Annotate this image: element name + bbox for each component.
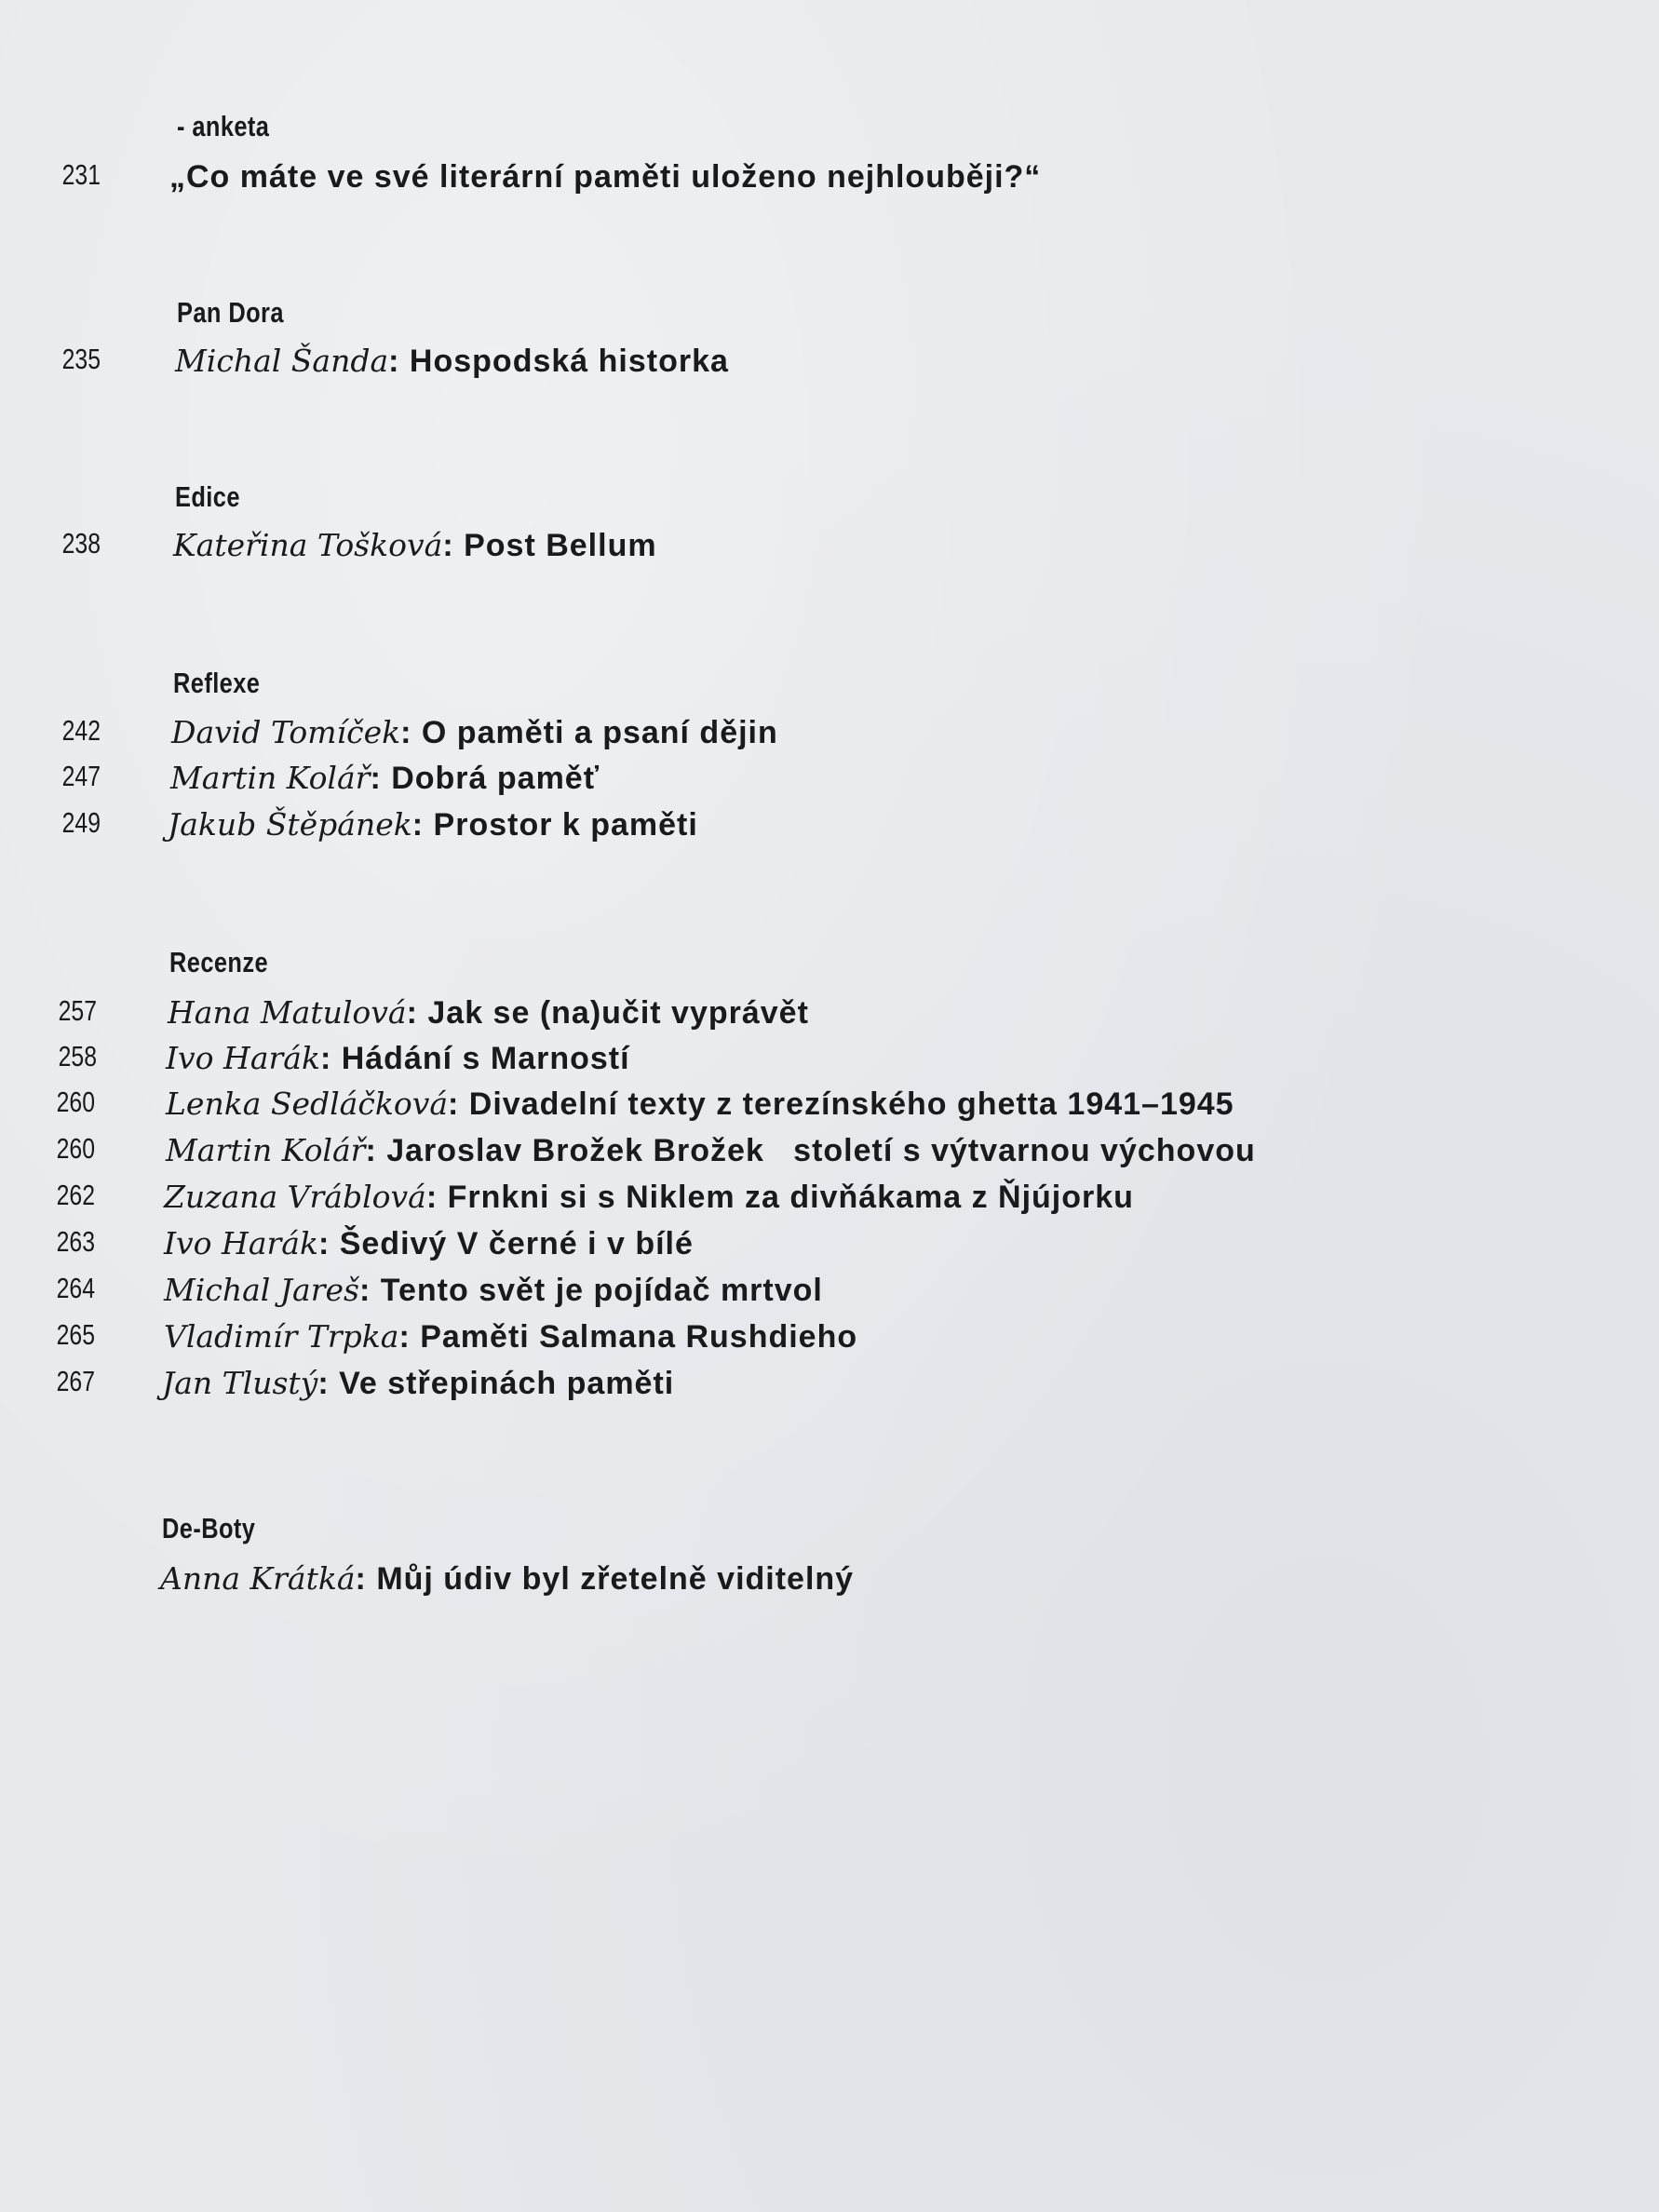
page-number: 267 xyxy=(56,1365,95,1397)
entry-title: Frnkni si s Niklem za divňákama z Ňjújorku xyxy=(447,1180,1134,1215)
entry-title: Můj údiv byl zřetelně viditelný xyxy=(376,1561,855,1597)
entry-author: Martin Kolář xyxy=(170,760,371,796)
entry-author: Hana Matulová xyxy=(168,994,407,1031)
entry-separator: : xyxy=(317,1226,340,1261)
entry-text xyxy=(168,806,698,843)
page-number: 262 xyxy=(56,1179,95,1211)
entry-author: Kateřina Tošková xyxy=(173,527,443,563)
entry-text xyxy=(164,1225,694,1262)
entry-title: Prostor k paměti xyxy=(433,807,698,843)
entry-separator: : xyxy=(398,1319,421,1355)
toc-entry xyxy=(0,760,1659,806)
toc-entry xyxy=(0,806,1659,853)
toc-entry xyxy=(0,1318,1659,1365)
entry-text xyxy=(164,1272,823,1309)
toc-entry xyxy=(0,527,1659,573)
entry-separator: : xyxy=(317,1366,340,1401)
page-number: 265 xyxy=(56,1318,95,1351)
page-number: 258 xyxy=(58,1040,97,1072)
entry-author: Michal Šanda xyxy=(175,343,389,379)
section-heading-recenze: Recenze xyxy=(169,946,269,978)
entry-separator: : xyxy=(406,995,428,1031)
page-number: 242 xyxy=(61,714,101,747)
entry-text xyxy=(170,760,600,797)
entry-text xyxy=(164,1179,1134,1216)
entry-title: Jaroslav Brožek Brožek století s výtvarnou výchovou xyxy=(386,1133,1256,1168)
entry-text xyxy=(168,994,809,1032)
entry-author: Ivo Harák xyxy=(166,1040,320,1076)
entry-author: Jan Tlustý xyxy=(162,1365,318,1401)
toc-entry xyxy=(0,343,1659,389)
toc-entry xyxy=(0,1560,1659,1607)
entry-title: Paměti Salmana Rushdieho xyxy=(420,1319,858,1355)
entry-separator: : xyxy=(448,1086,469,1122)
entry-text xyxy=(171,714,778,751)
entry-text xyxy=(166,1040,630,1077)
toc-entry xyxy=(0,714,1659,761)
toc-entry xyxy=(0,158,1659,205)
entry-text xyxy=(166,1086,1234,1123)
page-number: 257 xyxy=(58,994,97,1027)
page-number: 249 xyxy=(61,806,101,839)
section-heading-edice: Edice xyxy=(175,480,240,513)
entry-text xyxy=(175,343,729,380)
entry-text xyxy=(160,1560,854,1598)
entry-author: Anna Krátká xyxy=(160,1560,356,1597)
entry-title: O paměti a psaní dějin xyxy=(421,715,778,750)
entry-author: Michal Jareš xyxy=(164,1272,359,1308)
page-number: 260 xyxy=(56,1086,95,1118)
section-heading-reflexe: Reflexe xyxy=(173,667,261,699)
page-number: 260 xyxy=(56,1132,95,1165)
page-number: 263 xyxy=(56,1225,95,1258)
entry-title: Divadelní texty z terezínského ghetta 1941–1945 xyxy=(468,1086,1234,1122)
entry-title: Jak se (na)učit vyprávět xyxy=(427,995,809,1031)
entry-author: Lenka Sedláčková xyxy=(166,1086,449,1122)
entry-title: Post Bellum xyxy=(464,528,657,563)
toc-entry xyxy=(0,994,1659,1041)
toc-entry xyxy=(0,1179,1659,1225)
entry-title: Šedivý V černé i v bílé xyxy=(339,1226,694,1261)
entry-text xyxy=(169,158,1041,196)
page-number: 231 xyxy=(61,158,101,191)
entry-text xyxy=(162,1365,674,1402)
page-number: 238 xyxy=(61,527,101,560)
toc-entry xyxy=(0,1132,1659,1179)
entry-separator: : xyxy=(425,1180,448,1215)
entry-author: Ivo Harák xyxy=(164,1225,318,1261)
toc-entry xyxy=(0,1086,1659,1132)
page-number: 247 xyxy=(61,760,101,792)
entry-separator: : xyxy=(358,1273,381,1308)
entry-separator: : xyxy=(411,807,434,843)
toc-entry xyxy=(0,1040,1659,1086)
entry-title: Tento svět je pojídač mrtvol xyxy=(380,1273,823,1308)
toc-entry xyxy=(0,1365,1659,1411)
entry-author: Zuzana Vráblová xyxy=(164,1179,426,1215)
section-heading-pan-dora: Pan Dora xyxy=(177,296,284,329)
entry-title: Dobrá paměť xyxy=(391,761,600,796)
entry-author: Martin Kolář xyxy=(166,1132,366,1168)
entry-title: Hádání s Marností xyxy=(341,1041,630,1076)
entry-separator: : xyxy=(388,344,410,379)
entry-separator: : xyxy=(442,528,465,563)
page-number: 235 xyxy=(61,343,101,375)
entry-separator: : xyxy=(370,761,392,796)
entry-title: Hospodská historka xyxy=(409,344,729,379)
entry-text xyxy=(164,1318,857,1356)
entry-text xyxy=(173,527,657,564)
section-heading-anketa: - anketa xyxy=(177,110,270,142)
entry-title: Ve střepinách paměti xyxy=(339,1366,675,1401)
section-heading-de-boty: De-Boty xyxy=(162,1512,256,1544)
entry-author: Jakub Štěpánek xyxy=(168,806,412,843)
entry-separator: : xyxy=(355,1561,377,1597)
page-number: 264 xyxy=(56,1272,95,1304)
toc-entry xyxy=(0,1272,1659,1318)
entry-title: „Co máte ve své literární paměti uloženo nejhlouběji?“ xyxy=(169,159,1042,195)
toc-entry xyxy=(0,1225,1659,1272)
entry-separator: : xyxy=(319,1041,342,1076)
entry-text xyxy=(166,1132,1256,1169)
entry-author: Vladimír Trpka xyxy=(164,1318,399,1355)
entry-author: David Tomíček xyxy=(171,714,401,750)
entry-separator: : xyxy=(365,1133,387,1168)
entry-separator: : xyxy=(400,715,422,750)
